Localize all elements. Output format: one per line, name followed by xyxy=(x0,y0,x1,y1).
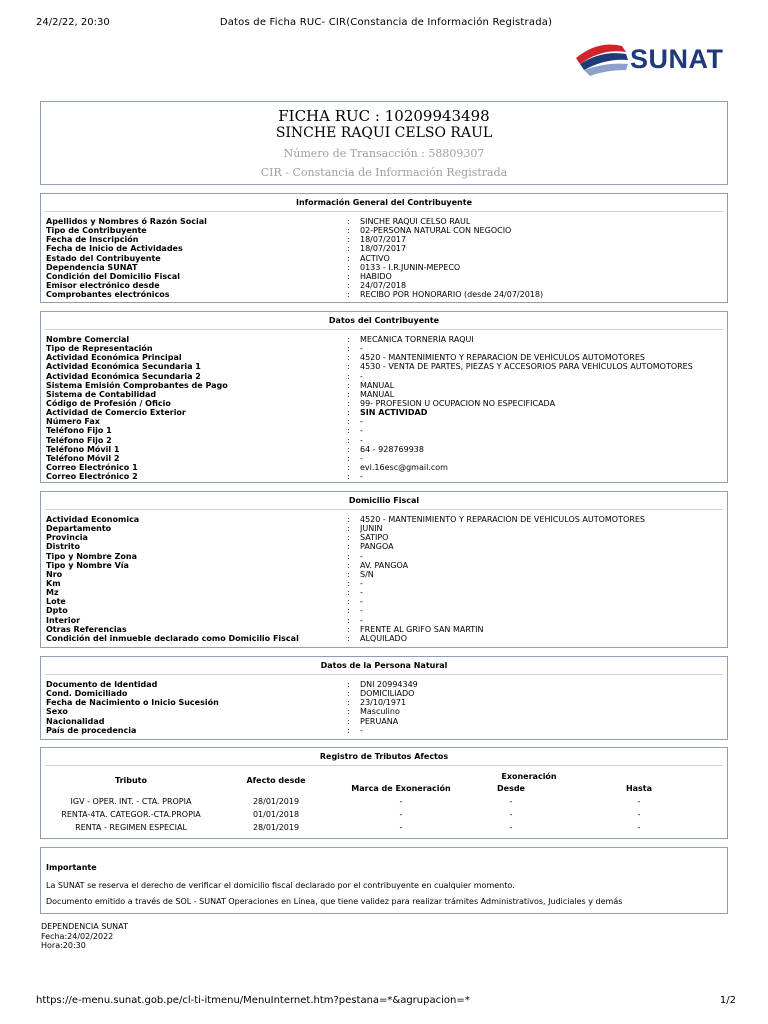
field-separator: : xyxy=(347,217,350,226)
field-separator: : xyxy=(347,716,350,726)
field-row xyxy=(46,436,722,445)
field-separator: : xyxy=(347,417,350,427)
field-row xyxy=(46,515,722,524)
cell-hasta: - xyxy=(637,823,641,832)
field-row xyxy=(46,263,722,272)
field-label: Estado del Contribuyente xyxy=(46,253,161,263)
field-label: Teléfono Móvil 1 xyxy=(46,444,120,454)
field-label: Sistema Emisión Comprobantes de Pago xyxy=(46,380,228,390)
field-label: Tipo y Nombre Vía xyxy=(46,560,129,570)
field-row xyxy=(46,408,722,417)
field-value: - xyxy=(360,551,363,561)
field-separator: : xyxy=(347,578,350,588)
field-row xyxy=(46,717,722,726)
field-value: 18/07/2017 xyxy=(360,235,407,245)
field-value: ACTIVO xyxy=(360,253,390,263)
field-label: Provincia xyxy=(46,533,88,543)
field-row xyxy=(46,235,722,244)
col-hasta: Hasta xyxy=(625,783,653,793)
field-row xyxy=(46,426,722,435)
field-value: 4520 - MANTENIMIENTO Y REPARACIÓN DE VEHÍCULOS AUTOMOTORES xyxy=(360,515,645,524)
section-title: Domicilio Fiscal xyxy=(45,492,723,510)
field-value: SATIPO xyxy=(360,533,389,543)
field-value: ALQUILADO xyxy=(360,633,408,643)
field-value: - xyxy=(360,578,363,588)
section-tax-registry xyxy=(40,747,728,839)
important-note-2: Documento emitido a través de SOL - SUNAT Operaciones en Línea, que tiene validez para realizar trámites Administrativos, Judiciales y demás xyxy=(46,897,623,906)
field-value: - xyxy=(360,426,363,436)
field-label: Cond. Domiciliado xyxy=(46,689,128,699)
field-separator: : xyxy=(347,707,350,717)
field-label: Comprobantes electrónicos xyxy=(46,290,170,300)
field-row xyxy=(46,399,722,408)
field-row xyxy=(46,597,722,606)
field-separator: : xyxy=(347,462,350,472)
field-label: Condición del inmueble declarado como Domicilio Fiscal xyxy=(46,633,299,643)
table-row xyxy=(41,821,727,834)
field-row xyxy=(46,533,722,542)
field-row xyxy=(46,472,722,481)
field-row xyxy=(46,362,722,371)
cell-tributo: RENTA - REGIMEN ESPECIAL xyxy=(75,823,187,832)
field-label: Condición del Domicilio Fiscal xyxy=(46,271,180,281)
field-label: Otras Referencias xyxy=(46,624,127,634)
cell-desde: - xyxy=(509,823,513,832)
section-title: Datos de la Persona Natural xyxy=(45,657,723,675)
field-label: Actividad Económica Principal xyxy=(46,353,182,363)
cell-afecto: 28/01/2019 xyxy=(252,797,300,806)
field-separator: : xyxy=(347,624,350,634)
field-row xyxy=(46,570,722,579)
field-separator: : xyxy=(347,335,350,344)
important-title: Importante xyxy=(46,863,97,872)
field-label: Distrito xyxy=(46,542,80,552)
field-row xyxy=(46,417,722,426)
field-separator: : xyxy=(347,606,350,616)
section-natural-person xyxy=(40,656,728,740)
field-separator: : xyxy=(347,380,350,390)
ruc-number: FICHA RUC : 10209943498 xyxy=(278,107,490,125)
field-separator: : xyxy=(347,362,350,372)
field-label: Teléfono Fijo 1 xyxy=(46,426,112,436)
field-row xyxy=(46,726,722,735)
cell-marca: - xyxy=(399,810,403,819)
field-row xyxy=(46,552,722,561)
field-value: - xyxy=(360,597,363,607)
section-general-info xyxy=(40,193,728,303)
section-important xyxy=(40,847,728,914)
field-row xyxy=(46,381,722,390)
col-marca-exoneracion: Marca de Exoneración xyxy=(351,783,451,793)
col-exoneracion: Exoneración xyxy=(501,772,557,781)
field-row xyxy=(46,588,722,597)
field-separator: : xyxy=(347,588,350,598)
field-value: - xyxy=(360,417,363,427)
field-separator: : xyxy=(347,398,350,408)
field-value: 18/07/2017 xyxy=(360,244,407,254)
field-separator: : xyxy=(347,698,350,708)
field-separator: : xyxy=(347,371,350,381)
field-row xyxy=(46,616,722,625)
col-tributo: Tributo xyxy=(114,776,147,785)
section-contributor-data xyxy=(40,311,728,483)
field-row xyxy=(46,625,722,634)
field-row xyxy=(46,281,722,290)
field-label: Dpto xyxy=(46,606,68,616)
field-row xyxy=(46,226,722,235)
field-value: DOMICILIADO xyxy=(360,689,415,699)
section-title: Información General del Contribuyente xyxy=(45,194,723,212)
field-row xyxy=(46,254,722,263)
cell-tributo: IGV - OPER. INT. - CTA. PROPIA xyxy=(70,797,192,806)
field-value: AV. PANGOA xyxy=(360,560,409,570)
contributor-name: SINCHE RAQUI CELSO RAUL xyxy=(275,125,493,141)
field-value: - xyxy=(360,472,363,482)
field-label: Apellidos y Nombres ó Razón Social xyxy=(46,217,207,226)
field-separator: : xyxy=(347,244,350,254)
field-separator: : xyxy=(347,271,350,281)
field-label: Tipo y Nombre Zona xyxy=(46,551,138,561)
field-row xyxy=(46,606,722,615)
cell-hasta: - xyxy=(637,810,641,819)
field-label: Actividad Económica Secundaria 2 xyxy=(46,371,201,381)
field-label: Actividad Economica xyxy=(46,515,140,524)
field-value: S/N xyxy=(360,569,374,579)
table-row xyxy=(41,808,727,821)
field-value: FRENTE AL GRIFO SAN MARTIN xyxy=(360,624,484,634)
field-value: - xyxy=(360,344,363,354)
field-separator: : xyxy=(347,453,350,463)
cell-desde: - xyxy=(509,810,513,819)
field-value: RECIBO POR HONORARIO (desde 24/07/2018) xyxy=(360,290,544,300)
field-label: Interior xyxy=(46,615,81,625)
field-label: Lote xyxy=(46,597,66,607)
issuer-footer xyxy=(41,922,128,951)
field-separator: : xyxy=(347,689,350,699)
field-row xyxy=(46,698,722,707)
field-label: Mz xyxy=(46,588,59,598)
field-separator: : xyxy=(347,680,350,689)
field-value: Masculino xyxy=(360,707,400,717)
cell-afecto: 01/01/2018 xyxy=(252,810,300,819)
field-separator: : xyxy=(347,280,350,290)
field-value: 24/07/2018 xyxy=(360,280,407,290)
section-title: Datos del Contribuyente xyxy=(45,312,723,330)
ruc-header-box xyxy=(40,101,728,185)
field-separator: : xyxy=(347,408,350,418)
field-separator: : xyxy=(347,253,350,263)
field-value: - xyxy=(360,453,363,463)
field-value: MANUAL xyxy=(360,380,395,390)
field-label: Tipo de Contribuyente xyxy=(46,226,147,236)
field-value: 02-PERSONA NATURAL CON NEGOCIO xyxy=(360,226,512,236)
field-value: - xyxy=(360,588,363,598)
field-label: Km xyxy=(46,578,61,588)
field-label: Fecha de Inicio de Actividades xyxy=(46,244,183,254)
section-fiscal-address xyxy=(40,491,728,648)
field-value: - xyxy=(360,615,363,625)
cell-desde: - xyxy=(509,797,513,806)
field-label: Sexo xyxy=(46,707,68,717)
field-row xyxy=(46,542,722,551)
sunat-logo-icon xyxy=(572,38,630,82)
field-separator: : xyxy=(347,426,350,436)
field-value: evi.16esc@gmail.com xyxy=(360,462,448,472)
field-separator: : xyxy=(347,290,350,300)
field-row xyxy=(46,217,722,226)
col-desde: Desde xyxy=(497,783,525,793)
field-row xyxy=(46,344,722,353)
field-label: Correo Electrónico 1 xyxy=(46,462,138,472)
field-value: JUNIN xyxy=(360,524,383,534)
field-label: Actividad Económica Secundaria 1 xyxy=(46,362,201,372)
field-separator: : xyxy=(347,262,350,272)
document-subtitle: CIR - Constancia de Información Registrada xyxy=(260,166,508,179)
field-label: Nro xyxy=(46,569,63,579)
field-row xyxy=(46,524,722,533)
field-value: 4520 - MANTENIMIENTO Y REPARACIÓN DE VEHÍCULOS AUTOMOTORES xyxy=(360,353,645,363)
section-title: Registro de Tributos Afectos xyxy=(45,748,723,766)
field-value: SIN ACTIVIDAD xyxy=(360,408,428,418)
cell-afecto: 28/01/2019 xyxy=(252,823,300,832)
field-separator: : xyxy=(347,389,350,399)
field-label: Nombre Comercial xyxy=(46,335,130,344)
field-label: Tipo de Representación xyxy=(46,344,153,354)
page-number: 1/2 xyxy=(719,995,736,1006)
field-label: Actividad de Comercio Exterior xyxy=(46,408,186,418)
field-value: MECÁNICA TORNERÍA RAQUI xyxy=(360,335,474,344)
field-label: Fecha de Inscripción xyxy=(46,235,139,245)
field-label: Emisor electrónico desde xyxy=(46,280,160,290)
field-separator: : xyxy=(347,633,350,643)
field-value: 23/10/1971 xyxy=(360,698,407,708)
field-row xyxy=(46,335,722,344)
field-separator: : xyxy=(347,444,350,454)
cell-hasta: - xyxy=(637,797,641,806)
print-title: Datos de Ficha RUC- CIR(Constancia de Información Registrada) xyxy=(219,17,553,28)
field-value: 99- PROFESION U OCUPACION NO ESPECIFICADA xyxy=(360,398,556,408)
field-label: Fecha de Nacimiento o Inicio Sucesión xyxy=(46,698,219,708)
field-label: Teléfono Fijo 2 xyxy=(46,435,112,445)
field-row xyxy=(46,244,722,253)
footer-dependency: DEPENDENCIA SUNAT xyxy=(41,922,128,931)
cell-marca: - xyxy=(399,823,403,832)
field-value: - xyxy=(360,435,363,445)
table-row xyxy=(41,795,727,808)
print-datetime: 24/2/22, 20:30 xyxy=(36,17,110,28)
field-value: 0133 - I.R.JUNIN-MEPECO xyxy=(360,262,461,272)
footer-time: Hora:20:30 xyxy=(41,941,86,950)
field-value: PERUANA xyxy=(360,716,399,726)
field-separator: : xyxy=(347,551,350,561)
field-value: DNI 20994349 xyxy=(360,680,418,689)
important-note-1: La SUNAT se reserva el derecho de verificar el domicilio fiscal declarado por el contribuyente en cualquier momento. xyxy=(46,881,515,890)
field-label: Dependencia SUNAT xyxy=(46,262,138,272)
footer-date: Fecha:24/02/2022 xyxy=(41,931,114,941)
field-separator: : xyxy=(347,353,350,363)
col-afecto-desde: Afecto desde xyxy=(246,776,306,785)
field-separator: : xyxy=(347,597,350,607)
field-label: Departamento xyxy=(46,524,112,534)
sunat-wordmark: SUNAT xyxy=(630,44,724,74)
field-row xyxy=(46,445,722,454)
field-row xyxy=(46,579,722,588)
field-separator: : xyxy=(347,615,350,625)
field-row xyxy=(46,463,722,472)
field-label: Número Fax xyxy=(46,417,100,427)
field-separator: : xyxy=(347,569,350,579)
field-separator: : xyxy=(347,435,350,445)
field-value: MANUAL xyxy=(360,389,395,399)
field-label: Correo Electrónico 2 xyxy=(46,472,138,482)
field-value: - xyxy=(360,371,363,381)
field-row xyxy=(46,680,722,689)
field-value: 64 - 928769938 xyxy=(360,444,424,454)
field-label: Sistema de Contabilidad xyxy=(46,389,157,399)
print-url: https://e-menu.sunat.gob.pe/cl-ti-itmenu/MenuInternet.htm?pestana=*&agrupacion=* xyxy=(36,995,470,1006)
field-row xyxy=(46,372,722,381)
field-row xyxy=(46,561,722,570)
field-row xyxy=(46,454,722,463)
field-row xyxy=(46,272,722,281)
field-row xyxy=(46,634,722,643)
cell-tributo: RENTA-4TA. CATEGOR.-CTA.PROPIA xyxy=(61,810,201,819)
field-row xyxy=(46,707,722,716)
tributes-table xyxy=(41,766,727,834)
field-value: SINCHE RAQUI CELSO RAUL xyxy=(360,217,471,226)
field-separator: : xyxy=(347,533,350,543)
field-separator: : xyxy=(347,235,350,245)
field-row xyxy=(46,689,722,698)
field-row xyxy=(46,353,722,362)
field-separator: : xyxy=(347,560,350,570)
field-separator: : xyxy=(347,515,350,524)
field-separator: : xyxy=(347,226,350,236)
field-separator: : xyxy=(347,524,350,534)
transaction-number: Número de Transacción : 58809307 xyxy=(283,147,485,160)
field-value: HABIDO xyxy=(360,271,392,281)
field-separator: : xyxy=(347,542,350,552)
field-value: 4530 - VENTA DE PARTES, PIEZAS Y ACCESORIOS PARA VEHÍCULOS AUTOMOTORES xyxy=(360,362,693,372)
field-value: - xyxy=(360,725,363,735)
field-label: Nacionalidad xyxy=(46,716,105,726)
field-label: Teléfono Móvil 2 xyxy=(46,453,120,463)
field-label: País de procedencia xyxy=(46,725,137,735)
cell-marca: - xyxy=(399,797,403,806)
field-label: Documento de Identidad xyxy=(46,680,158,689)
sunat-logo xyxy=(572,38,728,82)
field-separator: : xyxy=(347,344,350,354)
field-label: Código de Profesión / Oficio xyxy=(46,398,171,408)
field-value: - xyxy=(360,606,363,616)
field-value: PANGOA xyxy=(360,542,394,552)
field-separator: : xyxy=(347,725,350,735)
field-row xyxy=(46,390,722,399)
field-row xyxy=(46,290,722,299)
field-separator: : xyxy=(347,472,350,482)
